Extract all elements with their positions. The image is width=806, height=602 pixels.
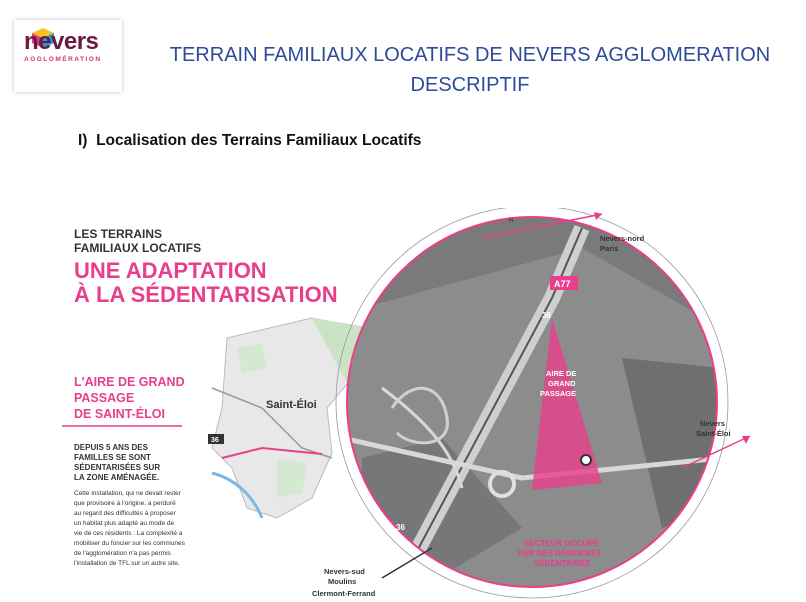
- town-label: Saint-Éloi: [266, 399, 317, 411]
- headline-line1: UNE ADAPTATION: [74, 258, 267, 283]
- road-36-small-label: 36: [211, 437, 219, 444]
- subhead-line1: L'AIRE DE GRAND: [74, 375, 185, 389]
- sector-line3: SÉDENTAIRES: [534, 559, 591, 568]
- sector-line1: SECTEUR OCCUPÉ: [524, 539, 599, 548]
- body-line: vie de ces résidents : La complexité a: [74, 530, 183, 537]
- sector-line2: PAR DES RÉSIDENTS: [518, 549, 601, 558]
- road-36-top-label: 36: [542, 311, 551, 320]
- body-line: mobiliser du foncier sur les communes: [74, 540, 185, 547]
- lead-line1: DEPUIS 5 ANS DES: [74, 443, 148, 452]
- dir-north-line2: Paris: [600, 244, 619, 253]
- headline-line2: À LA SÉDENTARISATION: [74, 282, 338, 307]
- road-36-bottom-label: 36: [396, 523, 405, 532]
- lead-line2: FAMILLES SE SONT: [74, 453, 151, 462]
- body-line: Cette installation, qui ne devait rester: [74, 490, 181, 497]
- subhead-line3: DE SAINT-ÉLOI: [74, 407, 165, 421]
- body-line: au regard des difficultés à proposer: [74, 510, 176, 517]
- document-title: [140, 40, 800, 100]
- dir-south-line3: Clermont-Ferrand: [312, 589, 376, 598]
- zone-line2: GRAND: [548, 379, 576, 388]
- section-title: Localisation des Terrains Familiaux Locatifs: [96, 132, 422, 149]
- section-number: I): [78, 132, 88, 149]
- dir-north-line1: Nevers-nord: [600, 234, 645, 243]
- document-title-line2: DESCRIPTIF: [410, 74, 530, 96]
- body-line: de l'agglomération n'a pas permis: [74, 550, 171, 557]
- zone-line3: PASSAGE: [540, 389, 577, 398]
- logo-subtitle: AGGLOMÉRATION: [24, 56, 102, 63]
- kicker-line2: FAMILIAUX LOCATIFS: [74, 241, 202, 255]
- dir-east-line1: Nevers: [700, 419, 726, 428]
- dir-east-line2: Saint-Éloi: [696, 429, 731, 438]
- body-line: un habitat plus adapté au mode de: [74, 520, 175, 527]
- compass-n: N: [509, 218, 514, 224]
- kicker-line1: LES TERRAINS: [74, 227, 163, 241]
- lead-line3: SÉDENTARISÉES SUR: [74, 463, 161, 472]
- road-a77-label: A77: [554, 279, 571, 289]
- dir-south-line1: Nevers-sud: [324, 567, 365, 576]
- section-heading: [78, 132, 421, 150]
- zone-line1: AIRE DE: [546, 369, 577, 378]
- dir-south-line2: Moulins: [328, 577, 357, 586]
- body-line: l'installation de TFL sur un autre site.: [74, 560, 180, 567]
- lead-line4: LA ZONE AMÉNAGÉE.: [74, 473, 160, 482]
- body-line: que provisoire à l'origine, a perduré: [74, 500, 176, 507]
- subhead-line2: PASSAGE: [74, 391, 135, 405]
- localisation-infographic: [62, 208, 802, 602]
- document-title-line1: TERRAIN FAMILIAUX LOCATIFS DE NEVERS AGGLOMERATION: [169, 44, 771, 66]
- logo-name: nevers: [24, 28, 99, 55]
